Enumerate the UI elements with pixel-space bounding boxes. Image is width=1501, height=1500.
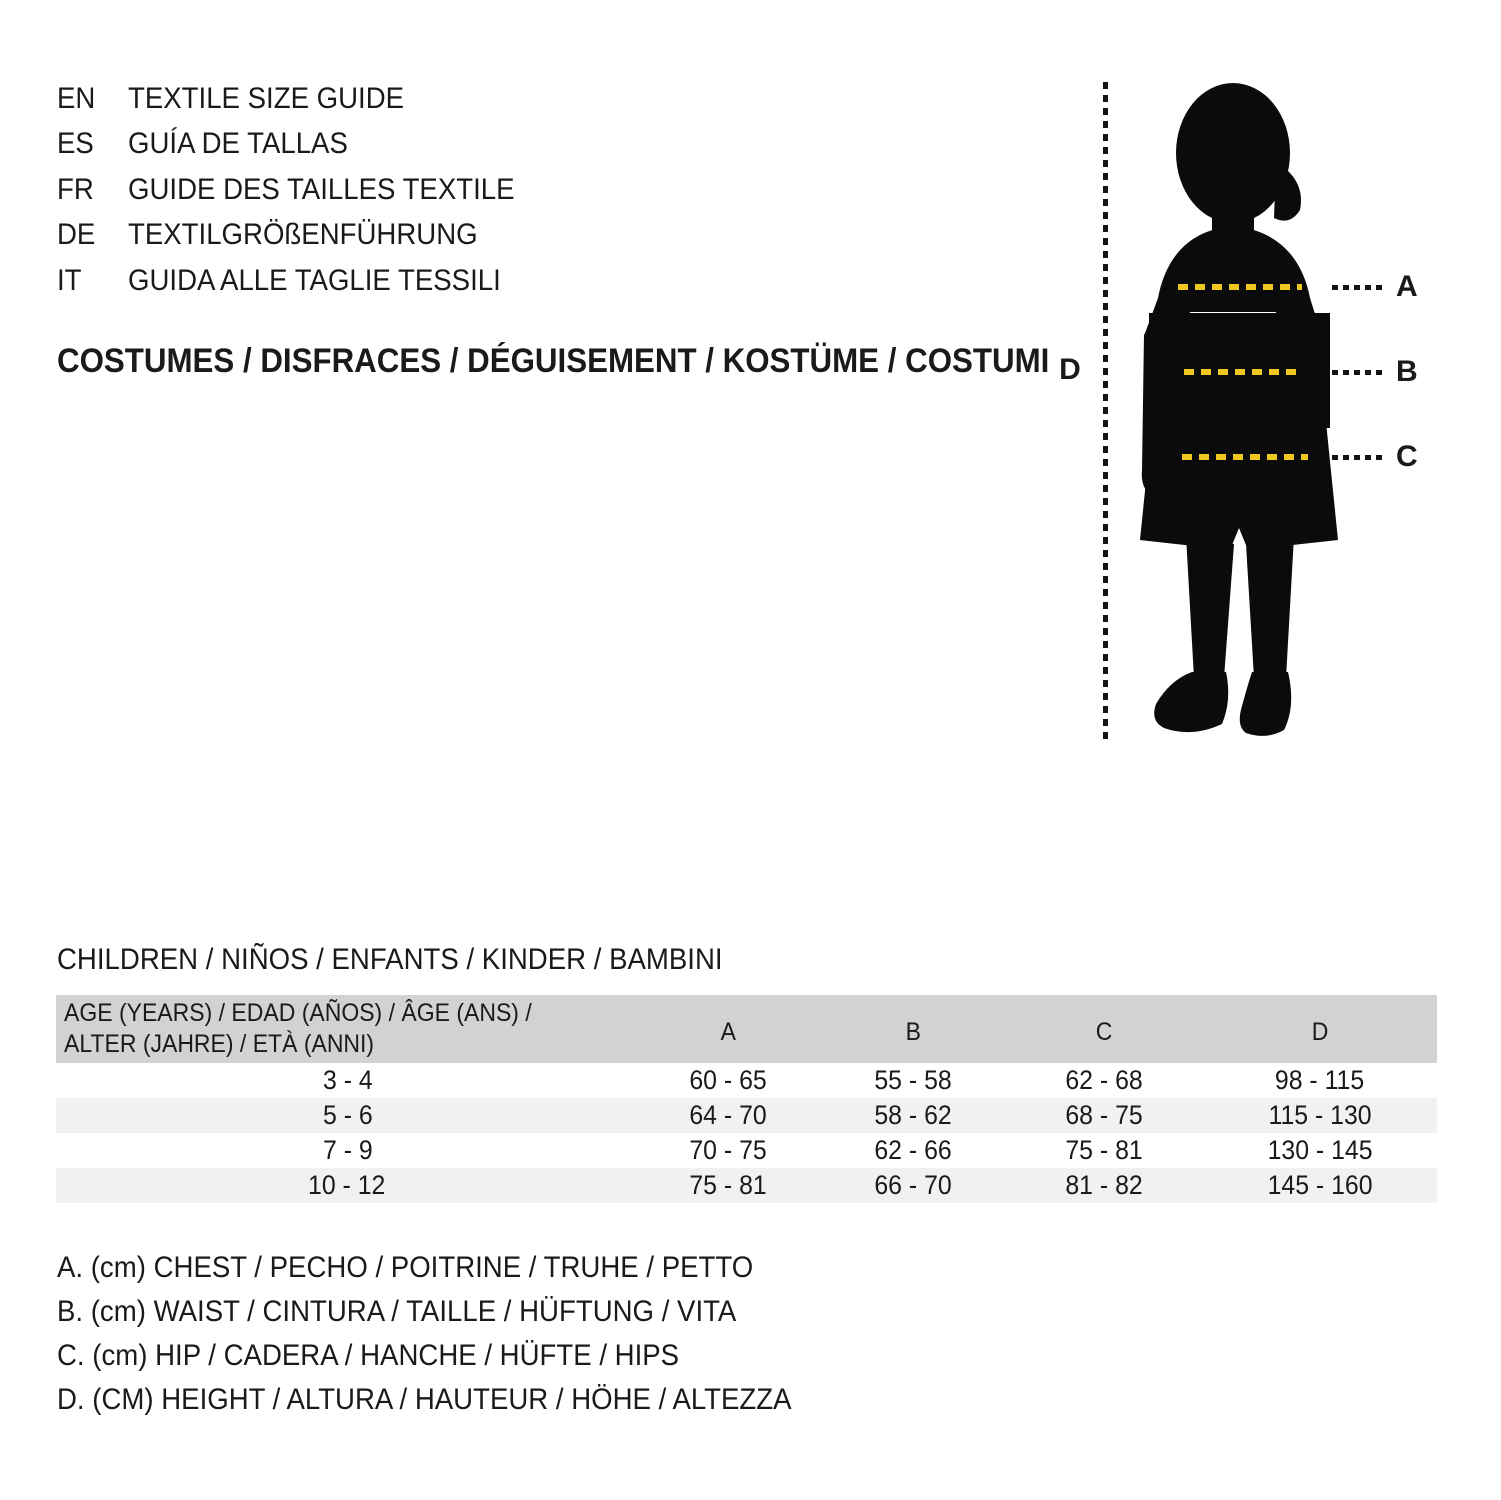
child-silhouette bbox=[1120, 78, 1412, 748]
cell-height: 98 - 115 bbox=[1274, 1065, 1365, 1095]
language-label: TEXTILE SIZE GUIDE bbox=[128, 81, 405, 115]
cell-age: 5 - 6 bbox=[322, 1100, 373, 1130]
table-header-col-c: C bbox=[1006, 995, 1202, 1063]
cell-chest: 60 - 65 bbox=[689, 1065, 767, 1095]
cell-hip: 75 - 81 bbox=[1065, 1135, 1143, 1165]
measure-connector-b bbox=[1332, 370, 1382, 375]
measurement-legend bbox=[57, 1246, 855, 1422]
measure-label-b: B bbox=[1396, 355, 1418, 388]
language-code: EN bbox=[57, 81, 96, 115]
cell-chest: 75 - 81 bbox=[689, 1170, 767, 1200]
language-code: IT bbox=[57, 263, 82, 297]
section-title-children: CHILDREN / NIÑOS / ENFANTS / KINDER / BAMBINI bbox=[57, 943, 723, 976]
table-header-col-a: A bbox=[636, 995, 820, 1063]
cell-waist: 66 - 70 bbox=[874, 1170, 952, 1200]
cell-hip: 68 - 75 bbox=[1065, 1100, 1143, 1130]
language-label: GUÍA DE TALLAS bbox=[128, 127, 348, 161]
table-row bbox=[56, 1098, 1437, 1133]
language-row-fr bbox=[57, 167, 548, 213]
height-measure-dotted-line bbox=[1103, 82, 1108, 745]
legend-item-hip: C. (cm) HIP / CADERA / HANCHE / HÜFTE / HIPS bbox=[57, 1339, 680, 1372]
measure-connector-a bbox=[1332, 285, 1382, 290]
table-row bbox=[56, 1063, 1437, 1098]
language-label: GUIDA ALLE TAGLIE TESSILI bbox=[128, 263, 501, 297]
cell-height: 130 - 145 bbox=[1267, 1135, 1373, 1165]
language-row-it bbox=[57, 258, 548, 304]
measure-connector-c bbox=[1332, 455, 1382, 460]
cell-hip: 81 - 82 bbox=[1065, 1170, 1143, 1200]
language-code: FR bbox=[57, 172, 94, 206]
table-row bbox=[56, 1168, 1437, 1203]
cell-waist: 55 - 58 bbox=[874, 1065, 952, 1095]
children-size-table bbox=[56, 995, 1437, 1203]
cell-chest: 70 - 75 bbox=[689, 1135, 767, 1165]
language-row-en bbox=[57, 76, 548, 122]
cell-chest: 64 - 70 bbox=[689, 1100, 767, 1130]
language-label: TEXTILGRÖßENFÜHRUNG bbox=[128, 218, 478, 252]
language-row-de bbox=[57, 213, 548, 259]
language-code: DE bbox=[57, 218, 96, 252]
language-label: GUIDE DES TAILLES TEXTILE bbox=[128, 172, 515, 206]
legend-item-waist: B. (cm) WAIST / CINTURA / TAILLE / HÜFTUNG / VITA bbox=[57, 1295, 737, 1328]
table-row bbox=[56, 1133, 1437, 1168]
measure-label-a: A bbox=[1396, 270, 1418, 303]
cell-waist: 62 - 66 bbox=[874, 1135, 952, 1165]
table-header-age: AGE (YEARS) / EDAD (AÑOS) / ÂGE (ANS) / ALTER (JAHRE) / ETÀ (ANNI) bbox=[56, 995, 636, 1063]
category-title: COSTUMES / DISFRACES / DÉGUISEMENT / KOSTÜME / COSTUMI bbox=[57, 342, 1050, 380]
language-row-es bbox=[57, 122, 548, 168]
language-list bbox=[57, 76, 548, 304]
legend-item-height: D. (CM) HEIGHT / ALTURA / HAUTEUR / HÖHE / ALTEZZA bbox=[57, 1383, 792, 1416]
cell-height: 115 - 130 bbox=[1268, 1100, 1372, 1130]
measure-label-d: D bbox=[1059, 353, 1081, 386]
cell-age: 3 - 4 bbox=[322, 1065, 373, 1095]
table-header-col-d: D bbox=[1202, 995, 1437, 1063]
cell-age: 7 - 9 bbox=[322, 1135, 373, 1165]
cell-hip: 62 - 68 bbox=[1065, 1065, 1143, 1095]
cell-height: 145 - 160 bbox=[1267, 1170, 1373, 1200]
cell-waist: 58 - 62 bbox=[874, 1100, 952, 1130]
legend-item-chest: A. (cm) CHEST / PECHO / POITRINE / TRUHE / PETTO bbox=[57, 1251, 754, 1284]
table-header-col-b: B bbox=[820, 995, 1006, 1063]
table-header-row bbox=[56, 995, 1437, 1063]
cell-age: 10 - 12 bbox=[307, 1170, 386, 1200]
language-code: ES bbox=[57, 127, 94, 161]
measure-label-c: C bbox=[1396, 440, 1418, 473]
